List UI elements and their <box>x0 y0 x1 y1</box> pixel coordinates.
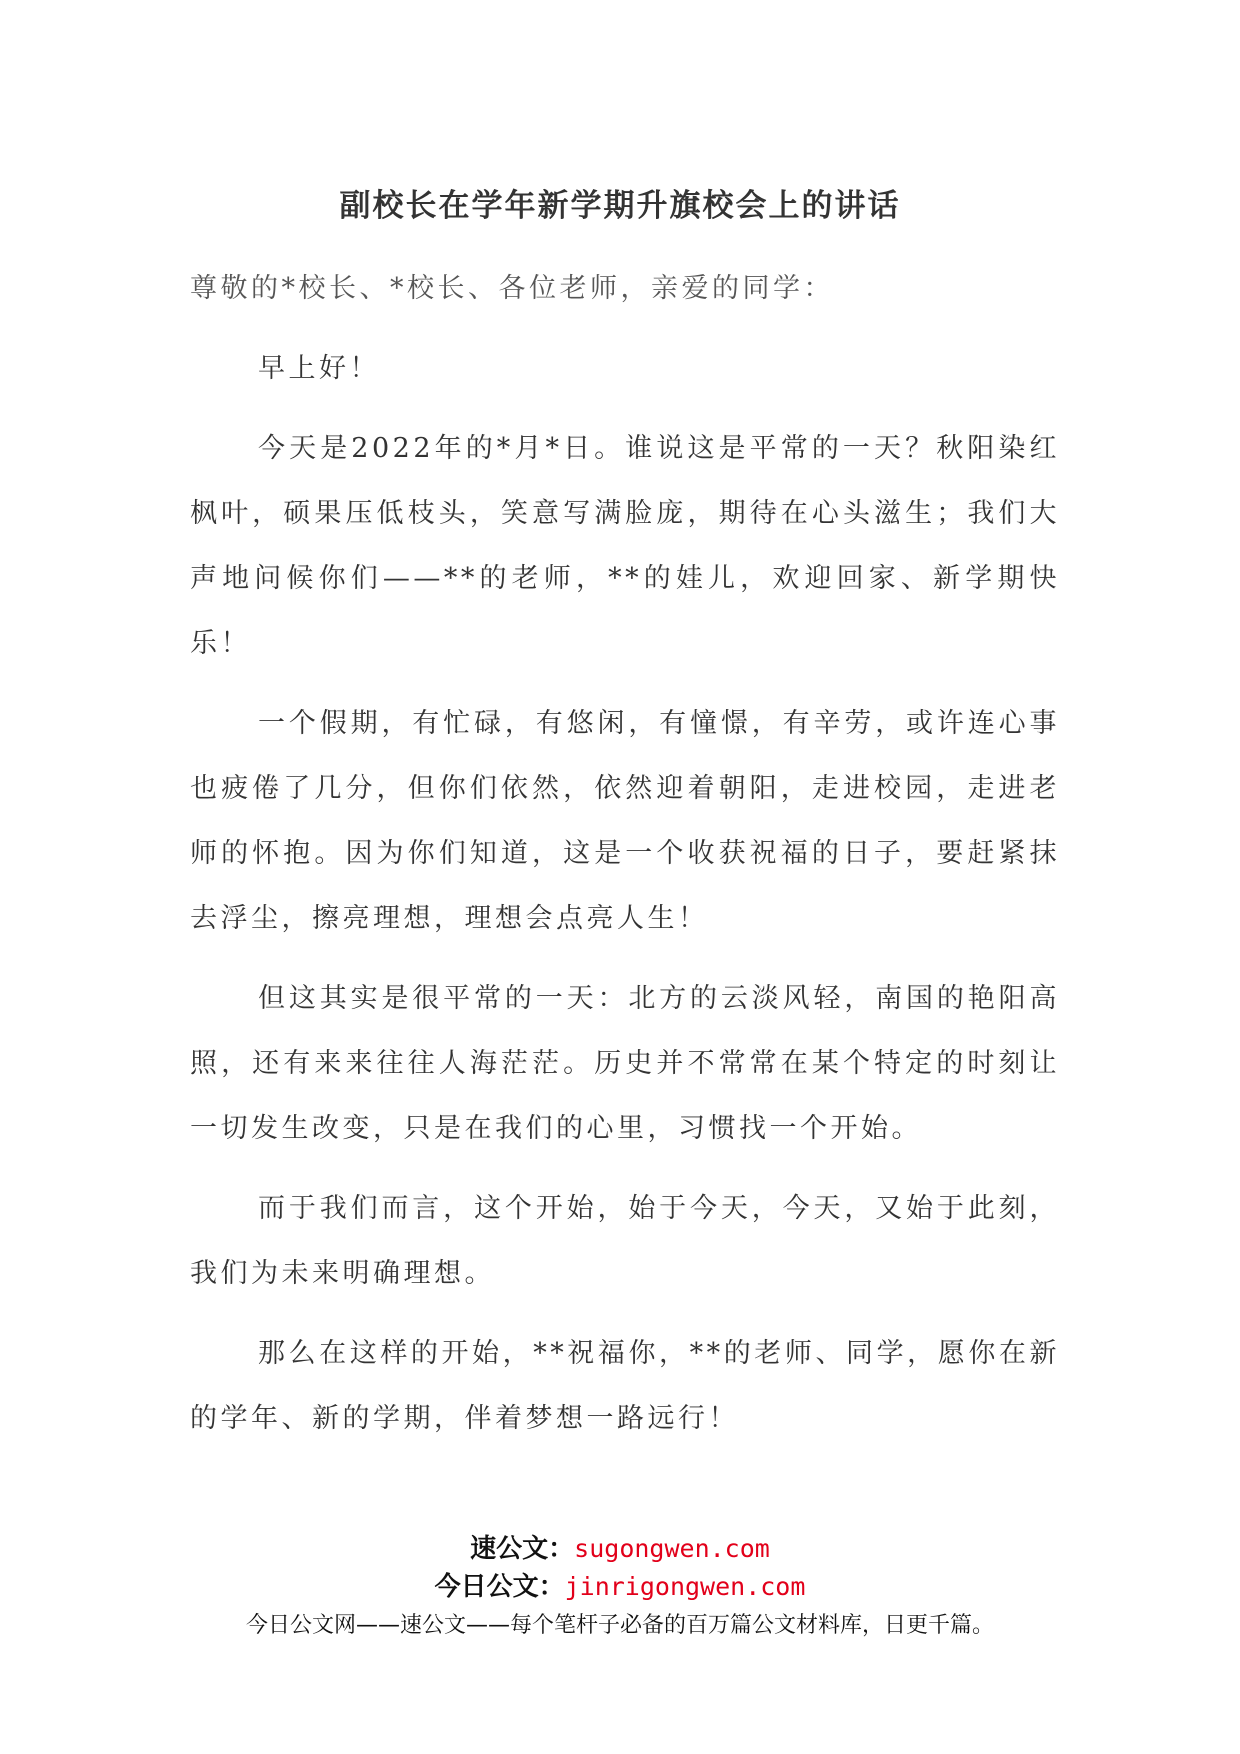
paragraph-4: 而于我们而言，这个开始，始于今天，今天，又始于此刻，我们为未来明确理想。 <box>190 1193 1060 1289</box>
footer-label-sugongwen: 速公文： <box>470 1534 575 1564</box>
footer-line-jinrigongwen <box>0 1568 1240 1606</box>
footer-label-jinrigongwen: 今日公文： <box>434 1572 565 1602</box>
document-body <box>190 256 1060 1466</box>
footer <box>0 1530 1240 1644</box>
paragraph-5: 那么在这样的开始，**祝福你，**的老师、同学，愿你在新的学年、新的学期，伴着梦想一路远行！ <box>190 1338 1060 1434</box>
paragraph-1: 今天是2022年的*月*日。谁说这是平常的一天？秋阳染红枫叶，硕果压低枝头，笑意写满脸庞，期待在心头滋生；我们大声地问候你们——**的老师，**的娃儿，欢迎回家、新学期快乐！ <box>190 433 1060 659</box>
salutation: 尊敬的*校长、*校长、各位老师，亲爱的同学： <box>190 273 834 304</box>
footer-line-sugongwen <box>0 1530 1240 1568</box>
paragraph-3: 但这其实是很平常的一天：北方的云淡风轻，南国的艳阳高照，还有来来往往人海茫茫。历史并不常常在某个特定的时刻让一切发生改变，只是在我们的心里，习惯找一个开始。 <box>190 983 1060 1144</box>
footer-link-sugongwen[interactable]: sugongwen.com <box>574 1534 770 1563</box>
paragraph-2: 一个假期，有忙碌，有悠闲，有憧憬，有辛劳，或许连心事也疲倦了几分，但你们依然，依然迎着朝阳，走进校园，走进老师的怀抱。因为你们知道，这是一个收获祝福的日子，要赶紧抹去浮尘，擦亮理想，理想会点亮人生！ <box>190 708 1060 934</box>
document-title: 副校长在学年新学期升旗校会上的讲话 <box>339 188 901 224</box>
footer-slogan: 今日公文网——速公文——每个笔杆子必备的百万篇公文材料库，日更千篇。 <box>245 1613 994 1638</box>
footer-link-jinrigongwen[interactable]: jinrigongwen.com <box>564 1572 806 1601</box>
paragraph-greeting: 早上好！ <box>258 353 380 384</box>
